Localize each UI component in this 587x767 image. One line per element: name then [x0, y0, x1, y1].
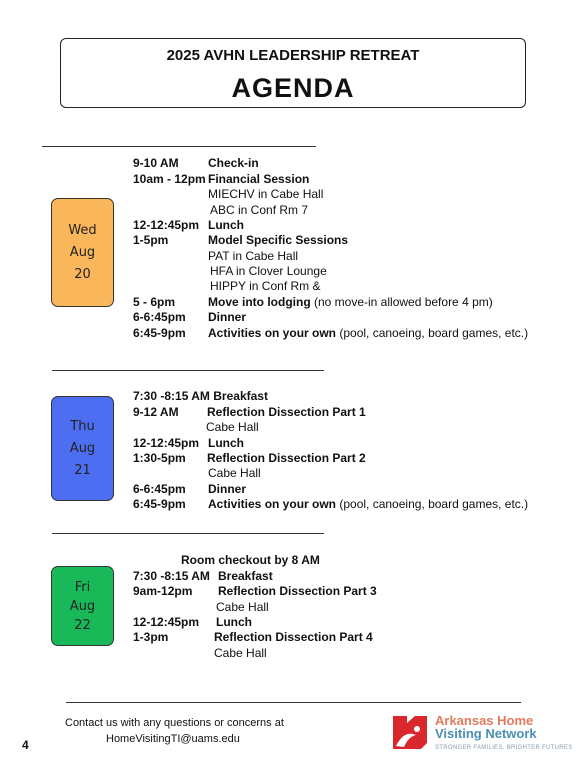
- page-title: AGENDA: [231, 73, 355, 103]
- day-date: 22: [74, 617, 91, 633]
- agenda-event: Financial Session: [208, 172, 310, 186]
- agenda-event-group: [208, 295, 493, 310]
- day-month: Aug: [69, 440, 96, 456]
- divider-1: [42, 146, 316, 147]
- day-badge-wed: [51, 198, 114, 307]
- agenda-time: 12-12:45pm: [133, 615, 200, 629]
- agenda-time: 9-10 AM: [133, 156, 179, 170]
- agenda-location: Cabe Hall: [216, 600, 269, 614]
- agenda-event: Activities on your own: [208, 326, 337, 340]
- day-weekday: Wed: [68, 222, 97, 238]
- agenda-event: Lunch: [216, 615, 252, 629]
- avhn-logo: [390, 712, 573, 754]
- agenda-event: Reflection Dissection Part 3: [218, 584, 377, 598]
- day-weekday: Fri: [74, 579, 91, 595]
- agenda-note: (pool, canoeing, board games, etc.): [336, 497, 529, 511]
- agenda-event: Check-in: [208, 156, 259, 170]
- agenda-location: Cabe Hall: [208, 466, 261, 480]
- contact-text: Contact us with any questions or concerns at: [65, 717, 284, 729]
- agenda-location: MIECHV in Cabe Hall: [208, 187, 324, 201]
- agenda-event-group: [208, 497, 528, 512]
- agenda-time: 6:45-9pm: [133, 497, 186, 511]
- agenda-time: 10am - 12pm: [133, 172, 206, 186]
- day-weekday: Thu: [70, 418, 95, 434]
- event-title: 2025 AVHN LEADERSHIP RETREAT: [166, 47, 420, 64]
- agenda-time: 6:45-9pm: [133, 326, 186, 340]
- agenda-event: Activities on your own: [208, 497, 337, 511]
- header-box: [60, 38, 526, 108]
- agenda-event: Dinner: [208, 482, 247, 496]
- agenda-location: HFA in Clover Lounge: [210, 264, 327, 278]
- agenda-note: (pool, canoeing, board games, etc.): [336, 326, 529, 340]
- agenda-time: 7:30 -8:15 AM: [133, 389, 210, 403]
- agenda-time: 5 - 6pm: [133, 295, 176, 309]
- logo-text: [435, 714, 573, 755]
- day-badge-fri: [51, 566, 114, 646]
- agenda-time: 9-12 AM: [133, 405, 179, 419]
- agenda-event-group: [133, 389, 268, 404]
- day-month: Aug: [69, 244, 96, 260]
- divider-4: [66, 702, 521, 703]
- agenda-event: Reflection Dissection Part 2: [207, 451, 366, 465]
- day-date: 20: [74, 266, 91, 282]
- agenda-note: (no move-in allowed before 4 pm): [310, 295, 493, 309]
- agenda-time: 1-3pm: [133, 630, 169, 644]
- agenda-time: 1:30-5pm: [133, 451, 186, 465]
- agenda-time: 9am-12pm: [133, 584, 193, 598]
- agenda-location: Cabe Hall: [214, 646, 267, 660]
- agenda-location: ABC in Conf Rm 7: [210, 203, 309, 217]
- agenda-event: Reflection Dissection Part 4: [214, 630, 373, 644]
- agenda-event: Breakfast: [213, 389, 268, 403]
- agenda-location: HIPPY in Conf Rm &: [210, 279, 321, 293]
- agenda-event: Model Specific Sessions: [208, 233, 349, 247]
- day-badge-thu: [51, 396, 114, 501]
- divider-2: [52, 370, 324, 371]
- agenda-time: 12-12:45pm: [133, 436, 200, 450]
- agenda-time: 7:30 -8:15 AM: [133, 569, 210, 583]
- agenda-event: Dinner: [208, 310, 247, 324]
- day-month: Aug: [69, 598, 96, 614]
- agenda-event: Reflection Dissection Part 1: [207, 405, 366, 419]
- agenda-event-group: [208, 326, 528, 341]
- agenda-location: Cabe Hall: [206, 420, 259, 434]
- day-date: 21: [74, 462, 91, 478]
- logo-tagline: STRONGER FAMILIES, BRIGHTER FUTURES: [435, 745, 573, 751]
- agenda-location: PAT in Cabe Hall: [208, 249, 299, 263]
- page-number: 4: [22, 738, 29, 752]
- checkout-note: Room checkout by 8 AM: [181, 553, 320, 567]
- logo-line1: Arkansas Home: [435, 713, 534, 728]
- agenda-time: 6-6:45pm: [133, 310, 186, 324]
- logo-mark-icon: [390, 713, 430, 753]
- logo-line2: Visiting Network: [435, 726, 537, 741]
- agenda-event: Move into lodging: [208, 295, 311, 309]
- agenda-event: Lunch: [208, 436, 244, 450]
- agenda-time: 1-5pm: [133, 233, 169, 247]
- contact-email[interactable]: HomeVisitingTI@uams.edu: [106, 733, 240, 745]
- agenda-event: Breakfast: [218, 569, 273, 583]
- agenda-time: 12-12:45pm: [133, 218, 200, 232]
- agenda-event: Lunch: [208, 218, 244, 232]
- agenda-time: 6-6:45pm: [133, 482, 186, 496]
- divider-3: [52, 533, 324, 534]
